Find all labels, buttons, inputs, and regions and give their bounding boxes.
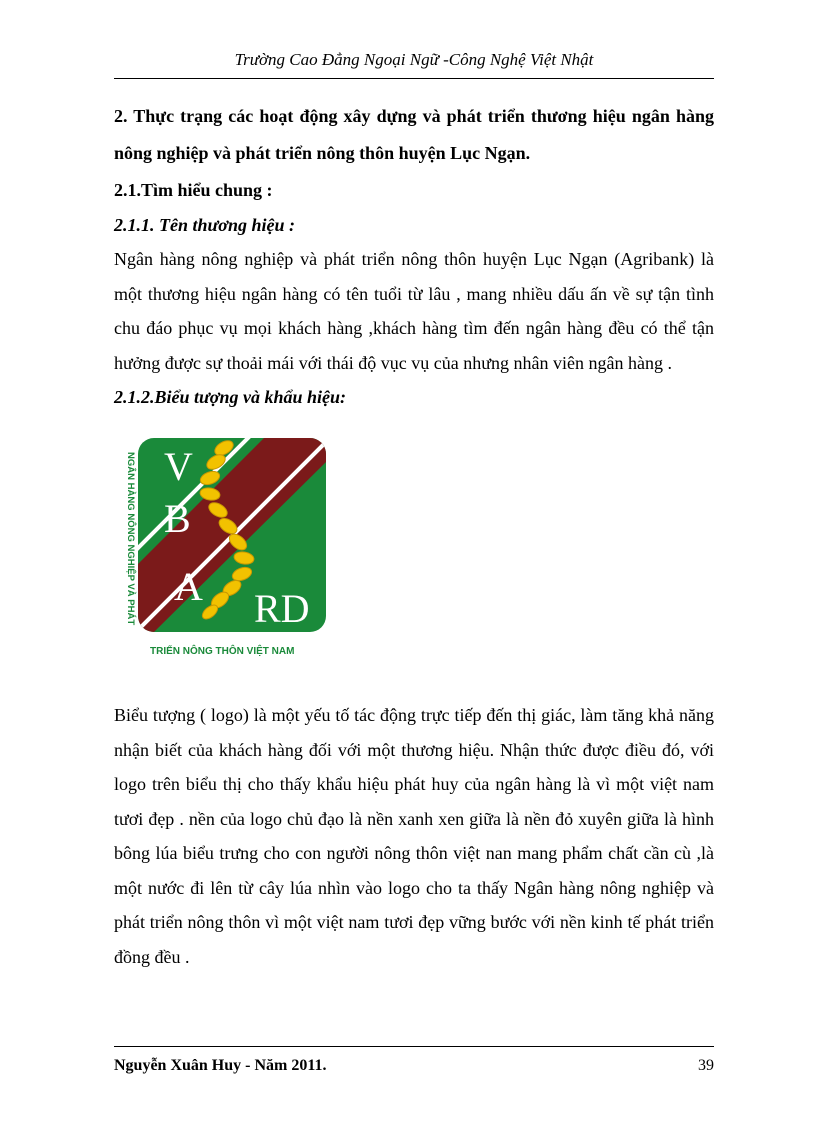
footer-divider (114, 1046, 714, 1047)
logo-arc-text-left: NGÂN HÀNG NÔNG NGHIỆP VÀ PHÁT (125, 452, 136, 626)
page-number: 39 (698, 1057, 714, 1074)
subsubsection-logo-slogan: 2.1.2.Biểu tượng và khẩu hiệu: (114, 387, 346, 407)
logo-letter-v: V (164, 444, 193, 489)
header-divider (114, 78, 714, 79)
subsubsection-brand-name: 2.1.1. Tên thương hiệu : (114, 215, 295, 235)
paragraph-logo: Biểu tượng ( logo) là một yếu tố tác động trực tiếp đến thị giác, làm tăng khả năng nhận biết của khách hàng đối với một thương hiệu. Nhận thức được điều đó, với logo trên biểu thị cho thấy khẩu hiệu phát huy của ngân hàng là vì một việt nam tươi đẹp . nền của logo chủ đạo là nền xanh xen giữa là nền đỏ xuyên giữa là hình bông lúa biểu trưng cho con người nông thôn việt nan mang phẩm chất cần cù ,là một nước đi lên từ cây lúa nhìn vào logo cho ta thấy Ngân hàng nông nghiệp và phát triển nông thôn vì một việt nam tươi đẹp vững bước với nền kinh tế phát triển đồng đều . (114, 705, 714, 967)
footer-author: Nguyễn Xuân Huy - Năm 2011. (114, 1057, 327, 1074)
page-header: Trường Cao Đẳng Ngoại Ngữ -Công Nghệ Việt Nhật (234, 50, 594, 69)
logo-letter-a: A (174, 564, 203, 609)
logo-text-bottom: TRIỂN NÔNG THÔN VIỆT NAM (150, 646, 295, 657)
vbard-logo (114, 422, 338, 662)
logo-letter-b: B (164, 496, 191, 541)
logo-letters-rd: RD (254, 586, 310, 631)
document-body (114, 98, 714, 974)
section-heading: 2. Thực trạng các hoạt động xây dựng và phát triển thương hiệu ngân hàng nông nghiệp và phát triển nông thôn huyện Lục Ngạn. (114, 106, 714, 163)
paragraph-brand: Ngân hàng nông nghiệp và phát triển nông thôn huyện Lục Ngạn (Agribank) là một thương hiệu ngân hàng có tên tuổi từ lâu , mang nhiều dấu ấn về sự tận tình chu đáo phục vụ mọi khách hàng ,khách hàng tìm đến ngân hàng đều có thể tận hưởng được sự thoải mái với thái độ vục vụ của nhưng nhân viên ngân hàng . (114, 249, 714, 373)
vbard-logo-image (114, 422, 338, 662)
subsection-heading: 2.1.Tìm hiểu chung : (114, 180, 273, 200)
